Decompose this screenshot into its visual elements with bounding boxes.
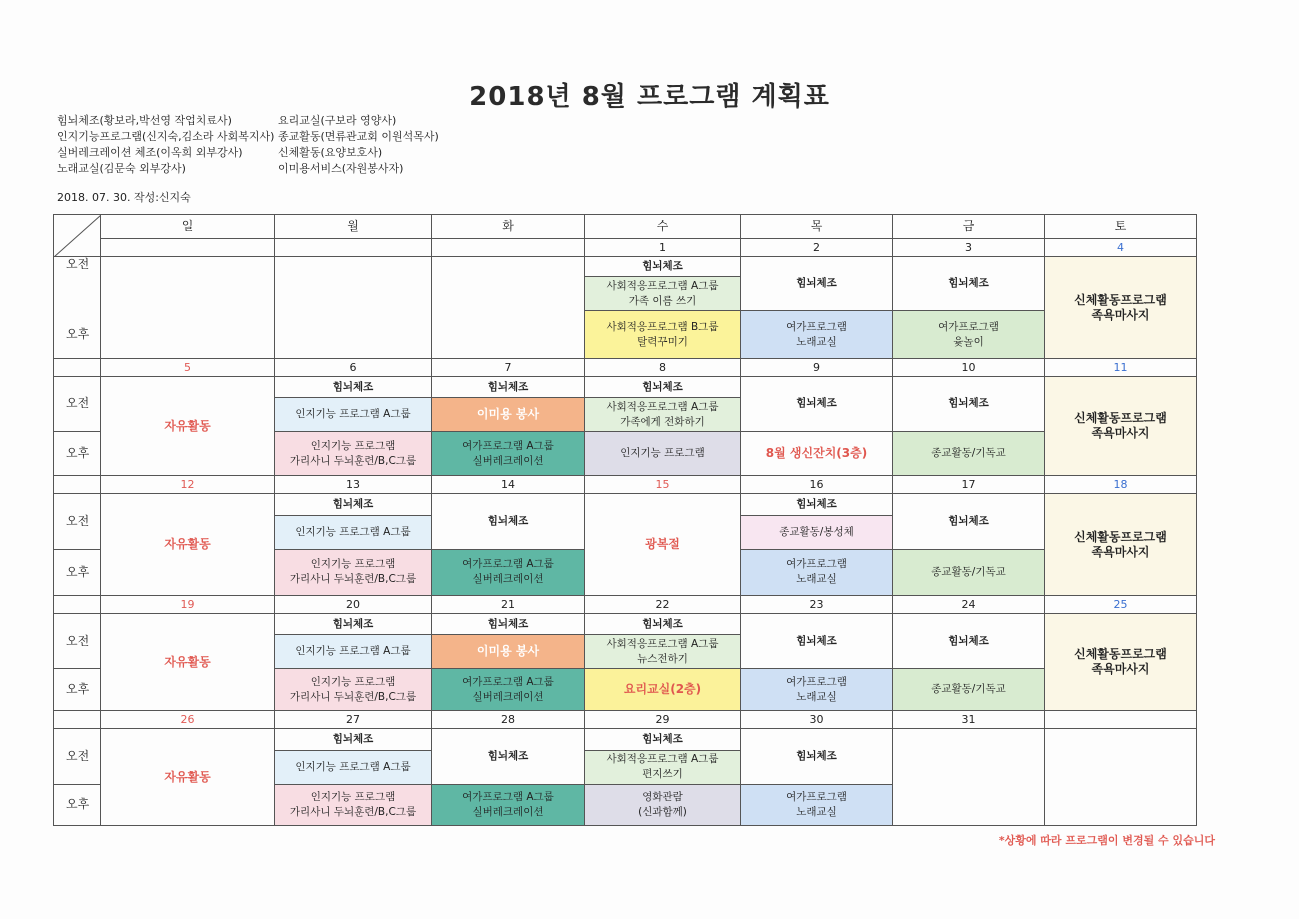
day-header-fri: 금 — [893, 215, 1045, 239]
staff-line: 종교활동(면류관교회 이원석목사) — [278, 130, 439, 143]
empty-cell — [432, 257, 585, 359]
staff-line: 인지기능프로그램(신지숙,김소라 사회복지사) — [57, 130, 275, 143]
label-am: 오전 — [54, 729, 101, 784]
activity-cell: 이미용 봉사 — [432, 398, 585, 432]
activity-cell: 자유활동 — [101, 494, 275, 596]
activity-cell: 자유활동 — [101, 729, 275, 826]
activity-cell: 사회적응프로그램 A그룹 편지쓰기 — [585, 750, 741, 784]
date-number: 15 — [585, 476, 741, 494]
date-number — [101, 239, 275, 257]
label-pm: 오후 — [54, 432, 101, 476]
date-number: 23 — [741, 596, 893, 614]
date-number: 21 — [432, 596, 585, 614]
staff-list-left — [57, 113, 274, 177]
date-number: 19 — [101, 596, 275, 614]
activity-cell: 이미용 봉사 — [432, 635, 585, 669]
date-number: 18 — [1045, 476, 1197, 494]
activity-cell: 인지기능 프로그램 A그룹 — [275, 398, 432, 432]
activity-cell: 종교활동/기독교 — [893, 432, 1045, 476]
activity-cell: 요리교실(2층) — [585, 669, 741, 711]
activity-cell: 힘뇌체조 — [275, 494, 432, 515]
date-number — [432, 239, 585, 257]
activity-cell: 여가프로그램 A그룹 실버레크레이션 — [432, 549, 585, 596]
staff-line: 힘뇌체조(황보라,박선영 작업치료사) — [57, 114, 232, 127]
activity-cell: 8월 생신잔치(3층) — [741, 432, 893, 476]
date-number: 20 — [275, 596, 432, 614]
label-pm: 오후 — [54, 784, 101, 825]
date-number: 8 — [585, 358, 741, 376]
activity-cell: 힘뇌체조 — [432, 494, 585, 549]
date-number: 31 — [893, 711, 1045, 729]
row-spacer — [54, 358, 101, 376]
date-number: 6 — [275, 358, 432, 376]
label-am: 오전 — [54, 376, 101, 431]
date-number: 26 — [101, 711, 275, 729]
date-number: 13 — [275, 476, 432, 494]
activity-cell: 힘뇌체조 — [741, 376, 893, 431]
day-header-sun: 일 — [101, 215, 275, 239]
staff-line: 신체활동(요양보호사) — [278, 146, 383, 159]
activity-cell: 인지기능 프로그램 A그룹 — [275, 750, 432, 784]
activity-cell: 힘뇌체조 — [275, 614, 432, 635]
staff-line: 이미용서비스(자원봉사자) — [278, 162, 404, 175]
activity-cell: 자유활동 — [101, 376, 275, 476]
date-number: 25 — [1045, 596, 1197, 614]
date-author-line: 2018. 07. 30. 작성:신지숙 — [57, 191, 191, 204]
activity-cell: 인지기능 프로그램 — [585, 432, 741, 476]
date-number: 27 — [275, 711, 432, 729]
empty-cell — [101, 257, 275, 359]
staff-line: 요리교실(구보라 영양사) — [278, 114, 397, 127]
date-number: 1 — [585, 239, 741, 257]
day-header-thu: 목 — [741, 215, 893, 239]
date-number: 3 — [893, 239, 1045, 257]
activity-cell: 힘뇌체조 — [585, 376, 741, 397]
activity-cell: 힘뇌체조 — [741, 614, 893, 669]
date-number: 14 — [432, 476, 585, 494]
date-number: 10 — [893, 358, 1045, 376]
label-am: 오전 — [54, 614, 101, 669]
label-pm: 오후 — [54, 311, 101, 359]
day-header-sat: 토 — [1045, 215, 1197, 239]
date-number: 2 — [741, 239, 893, 257]
date-number: 5 — [101, 358, 275, 376]
activity-cell: 신체활동프로그램 족욕마사지 — [1045, 376, 1197, 476]
activity-cell: 신체활동프로그램 족욕마사지 — [1045, 257, 1197, 359]
activity-cell: 여가프로그램 A그룹 실버레크레이션 — [432, 432, 585, 476]
diagonal-line — [54, 215, 101, 257]
activity-cell: 인지기능 프로그램 A그룹 — [275, 635, 432, 669]
date-number: 29 — [585, 711, 741, 729]
empty-cell — [275, 257, 432, 359]
activity-cell: 자유활동 — [101, 614, 275, 711]
activity-cell: 사회적응프로그램 A그룹 가족에게 전화하기 — [585, 398, 741, 432]
activity-cell: 여가프로그램 노래교실 — [741, 311, 893, 359]
date-number: 12 — [101, 476, 275, 494]
schedule-table — [53, 214, 1197, 826]
activity-cell: 여가프로그램 노래교실 — [741, 669, 893, 711]
date-number: 22 — [585, 596, 741, 614]
row-spacer — [54, 596, 101, 614]
activity-cell: 힘뇌체조 — [432, 376, 585, 397]
activity-cell: 종교활동/기독교 — [893, 669, 1045, 711]
row-spacer — [54, 711, 101, 729]
activity-cell: 인지기능 프로그램 가리사니 두뇌훈련/B,C그룹 — [275, 549, 432, 596]
page-title: 2018년 8월 프로그램 계획표 — [469, 82, 830, 112]
activity-cell: 인지기능 프로그램 A그룹 — [275, 515, 432, 549]
date-number: 17 — [893, 476, 1045, 494]
empty-cell — [893, 729, 1045, 826]
day-header-wed: 수 — [585, 215, 741, 239]
activity-cell: 힘뇌체조 — [893, 494, 1045, 549]
label-pm: 오후 — [54, 669, 101, 711]
activity-cell: 여가프로그램 A그룹 실버레크레이션 — [432, 669, 585, 711]
activity-cell: 힘뇌체조 — [741, 729, 893, 784]
empty-cell — [1045, 729, 1197, 826]
label-am: 오전 — [54, 494, 101, 549]
label-pm: 오후 — [54, 549, 101, 596]
activity-cell: 힘뇌체조 — [432, 729, 585, 784]
activity-cell: 힘뇌체조 — [432, 614, 585, 635]
date-number: 11 — [1045, 358, 1197, 376]
change-notice: *상황에 따라 프로그램이 변경될 수 있습니다 — [998, 834, 1215, 847]
date-number: 7 — [432, 358, 585, 376]
activity-cell: 힘뇌체조 — [893, 376, 1045, 431]
staff-line: 실버레크레이션 체조(이옥희 외부강사) — [57, 146, 243, 159]
activity-cell: 힘뇌체조 — [275, 729, 432, 750]
date-number — [275, 239, 432, 257]
activity-cell: 힘뇌체조 — [893, 257, 1045, 311]
activity-cell: 사회적응프로그램 A그룹 뉴스전하기 — [585, 635, 741, 669]
activity-cell: 여가프로그램 노래교실 — [741, 784, 893, 825]
day-header-mon: 월 — [275, 215, 432, 239]
corner-cell — [54, 215, 101, 257]
activity-cell: 힘뇌체조 — [893, 614, 1045, 669]
day-header-tue: 화 — [432, 215, 585, 239]
activity-cell: 힘뇌체조 — [741, 257, 893, 311]
date-number: 30 — [741, 711, 893, 729]
staff-line: 노래교실(김문숙 외부강사) — [57, 162, 186, 175]
date-number: 4 — [1045, 239, 1197, 257]
activity-cell: 종교활동/기독교 — [893, 549, 1045, 596]
activity-cell: 신체활동프로그램 족욕마사지 — [1045, 614, 1197, 711]
date-number: 16 — [741, 476, 893, 494]
activity-cell: 영화관람 (신과함께) — [585, 784, 741, 825]
activity-cell: 사회적응프로그램 B그룹 탈력꾸미기 — [585, 311, 741, 359]
activity-cell: 여가프로그램 A그룹 실버레크레이션 — [432, 784, 585, 825]
activity-cell: 힘뇌체조 — [585, 257, 741, 277]
date-number — [1045, 711, 1197, 729]
activity-cell: 인지기능 프로그램 가리사니 두뇌훈련/B,C그룹 — [275, 669, 432, 711]
date-number: 24 — [893, 596, 1045, 614]
activity-cell: 여가프로그램 노래교실 — [741, 549, 893, 596]
activity-cell: 신체활동프로그램 족욕마사지 — [1045, 494, 1197, 596]
activity-cell: 광복절 — [585, 494, 741, 596]
date-number: 9 — [741, 358, 893, 376]
activity-cell: 힘뇌체조 — [275, 376, 432, 397]
activity-cell: 인지기능 프로그램 가리사니 두뇌훈련/B,C그룹 — [275, 432, 432, 476]
activity-cell: 힘뇌체조 — [585, 729, 741, 750]
activity-cell: 인지기능 프로그램 가리사니 두뇌훈련/B,C그룹 — [275, 784, 432, 825]
activity-cell: 힘뇌체조 — [585, 614, 741, 635]
activity-cell: 여가프로그램 윷놀이 — [893, 311, 1045, 359]
row-spacer — [54, 476, 101, 494]
activity-cell: 사회적응프로그램 A그룹 가족 이름 쓰기 — [585, 277, 741, 311]
label-am: 오전 — [54, 257, 101, 311]
activity-cell: 종교활동/봉성체 — [741, 515, 893, 549]
activity-cell: 힘뇌체조 — [741, 494, 893, 515]
date-number: 28 — [432, 711, 585, 729]
staff-list-right — [278, 113, 439, 177]
